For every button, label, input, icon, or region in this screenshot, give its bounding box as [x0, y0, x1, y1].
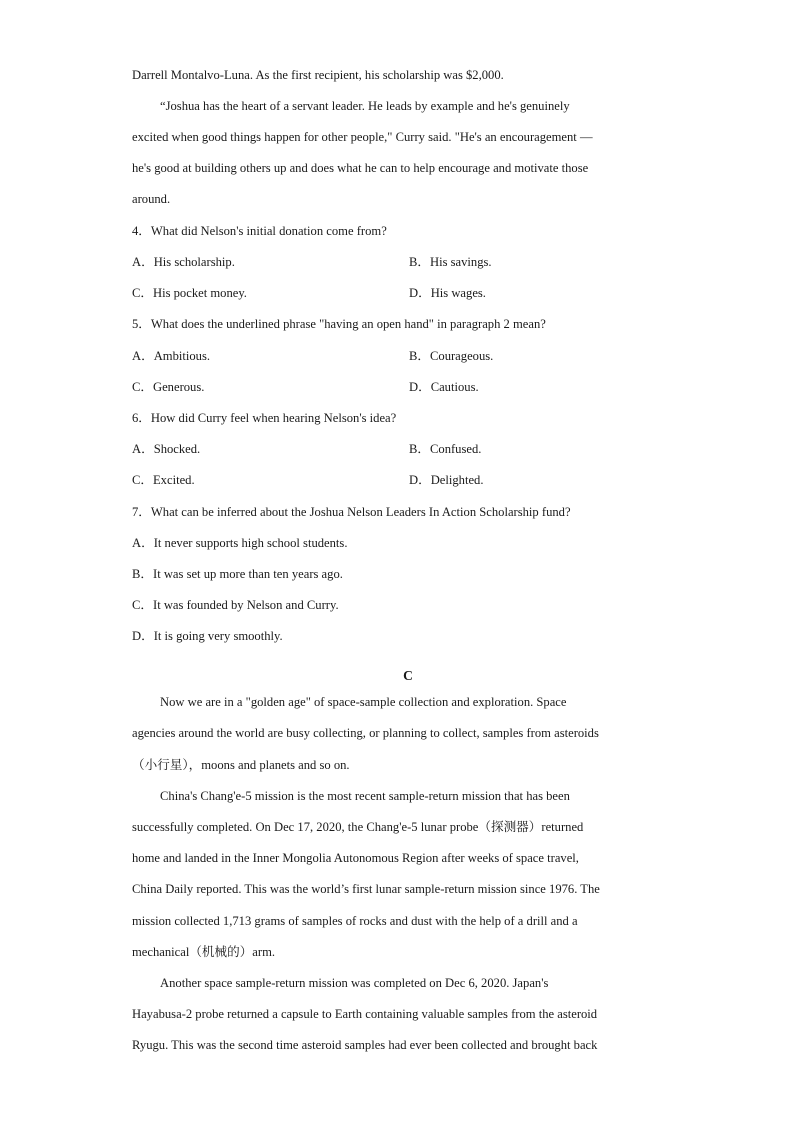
passage-line: mission collected 1,713 grams of samples of rocks and dust with the help of a drill and a [132, 914, 578, 928]
option-6c: C．Excited. [132, 473, 195, 487]
passage-line: Another space sample-return mission was completed on Dec 6, 2020. Japan's [160, 976, 549, 990]
question-stem-4: 4．What did Nelson's initial donation come from? [132, 224, 387, 238]
section-heading: C [403, 668, 413, 683]
option-7a: A．It never supports high school students. [132, 536, 348, 550]
question-stem-5: 5．What does the underlined phrase "having an open hand" in paragraph 2 mean? [132, 317, 546, 331]
passage-line: China Daily reported. This was the world’s first lunar sample-return mission since 1976. The [132, 882, 600, 896]
option-6a: A．Shocked. [132, 442, 201, 456]
passage-line: Now we are in a "golden age" of space-sample collection and exploration. Space [160, 695, 567, 709]
passage-line: excited when good things happen for other people," Curry said. "He's an encouragement — [132, 130, 593, 144]
question-stem-6: 6．How did Curry feel when hearing Nelson's idea? [132, 411, 397, 425]
option-4b: B．His savings. [409, 255, 492, 269]
option-4c: C．His pocket money. [132, 286, 247, 300]
option-5b: B．Courageous. [409, 349, 494, 363]
option-5c: C．Generous. [132, 380, 205, 394]
passage-line: he's good at building others up and does what he can to help encourage and motivate those [132, 161, 589, 175]
option-7c: C．It was founded by Nelson and Curry. [132, 598, 339, 612]
option-6d: D．Delighted. [409, 473, 484, 487]
passage-line: （小行星），moons and planets and so on. [132, 758, 350, 772]
option-5a: A．Ambitious. [132, 349, 211, 363]
passage-line: “Joshua has the heart of a servant leader. He leads by example and he's genuinely [160, 99, 570, 113]
passage-line: Hayabusa-2 probe returned a capsule to Earth containing valuable samples from the asteroid [132, 1007, 598, 1021]
passage-line: around. [132, 192, 171, 206]
passage-line: China's Chang'e-5 mission is the most recent sample-return mission that has been [160, 789, 570, 803]
option-7b: B．It was set up more than ten years ago. [132, 567, 343, 581]
passage-line: home and landed in the Inner Mongolia Autonomous Region after weeks of space travel, [132, 851, 579, 865]
passage-line: mechanical（机械的）arm. [132, 945, 276, 959]
passage-line: Ryugu. This was the second time asteroid samples had ever been collected and brought back [132, 1038, 598, 1052]
option-4d: D．His wages. [409, 286, 486, 300]
option-4a: A．His scholarship. [132, 255, 235, 269]
question-stem-7: 7．What can be inferred about the Joshua Nelson Leaders In Action Scholarship fund? [132, 505, 571, 519]
option-6b: B．Confused. [409, 442, 482, 456]
option-7d: D．It is going very smoothly. [132, 629, 283, 643]
passage-line: agencies around the world are busy collecting, or planning to collect, samples from asteroids [132, 726, 599, 740]
option-5d: D．Cautious. [409, 380, 479, 394]
passage-line: Darrell Montalvo-Luna. As the first recipient, his scholarship was $2,000. [132, 68, 504, 82]
passage-line: successfully completed. On Dec 17, 2020, the Chang'e-5 lunar probe（探测器）returned [132, 820, 584, 834]
